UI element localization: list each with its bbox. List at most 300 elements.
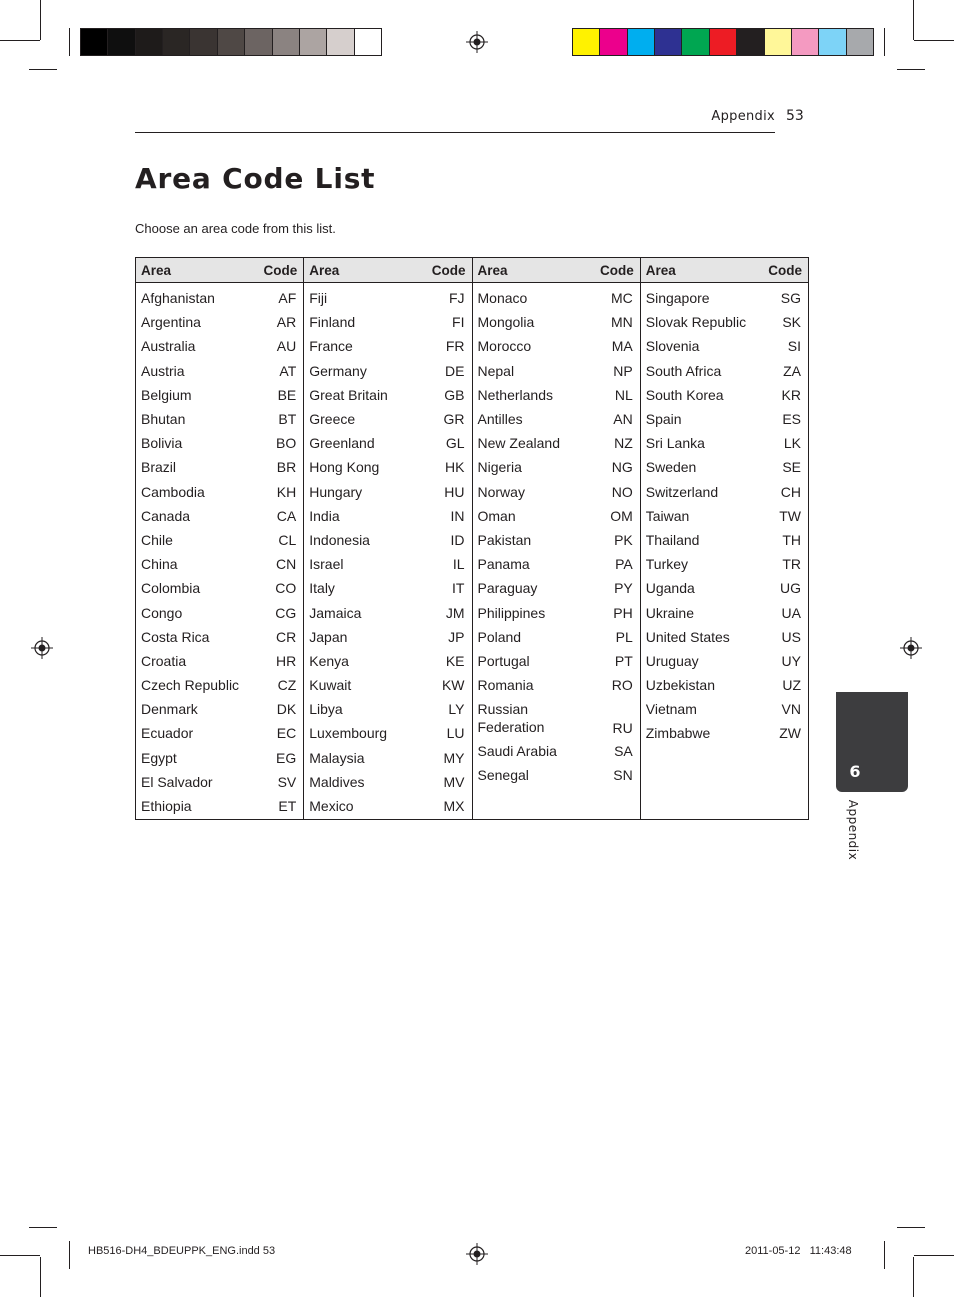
area-name: Kenya: [309, 652, 349, 669]
area-code: MV: [443, 773, 465, 790]
crop-mark: [40, 0, 41, 40]
area-code: JM: [445, 604, 465, 621]
table-row: [136, 407, 303, 431]
area-code: MC: [610, 290, 633, 307]
table-header: [136, 258, 303, 283]
table-column: [136, 258, 304, 819]
area-code: MX: [443, 798, 465, 815]
table-row: [304, 600, 471, 624]
color-swatch: [245, 29, 272, 55]
table-column: [473, 258, 641, 819]
area-name: Nepal: [477, 362, 515, 379]
area-code: RU: [612, 720, 633, 737]
area-code: LK: [783, 435, 801, 452]
area-name: Morocco: [477, 338, 532, 355]
area-code: CA: [276, 507, 297, 524]
area-name: Bolivia: [141, 435, 183, 452]
area-name: Greece: [309, 411, 356, 428]
crop-mark: [914, 40, 954, 41]
area-code: PK: [614, 531, 633, 548]
area-name: Spain: [645, 411, 682, 428]
table-row: [641, 576, 808, 600]
crop-mark: [884, 28, 885, 56]
area-name: Australia: [141, 338, 196, 355]
area-code: KE: [445, 652, 465, 669]
table-row: [473, 407, 640, 431]
color-swatch: [108, 29, 135, 55]
area-name: Poland: [477, 628, 522, 645]
table-row: [304, 310, 471, 334]
area-code: AN: [613, 411, 633, 428]
area-name: Denmark: [141, 701, 198, 718]
area-name: Thailand: [645, 531, 700, 548]
table-row: [473, 600, 640, 624]
table-row: [136, 625, 303, 649]
area-name: United States: [645, 628, 730, 645]
table-row: [304, 770, 471, 794]
registration-mark-icon: [900, 637, 922, 659]
chapter-label: Appendix: [846, 799, 860, 861]
color-swatch: [765, 29, 792, 55]
area-name: Jamaica: [309, 604, 362, 621]
area-code: KR: [781, 386, 801, 403]
area-name: Luxembourg: [309, 725, 388, 742]
area-name: Hong Kong: [309, 459, 380, 476]
color-swatch: [81, 29, 108, 55]
crop-mark: [884, 1241, 885, 1269]
area-name: Netherlands: [477, 386, 553, 403]
table-header: [304, 258, 471, 283]
area-name: Switzerland: [645, 483, 719, 500]
area-name: Israel: [309, 556, 344, 573]
table-row: [136, 746, 303, 770]
table-row: [136, 697, 303, 721]
color-swatch: [218, 29, 245, 55]
area-code: PT: [614, 652, 633, 669]
area-name: Kuwait: [309, 677, 352, 694]
file-slug: HB516-DH4_BDEUPPK_ENG.indd 53: [88, 1245, 276, 1257]
color-swatch: [273, 29, 300, 55]
area-code: FJ: [448, 290, 465, 307]
area-code: VN: [781, 701, 801, 718]
table-column: [641, 258, 808, 819]
area-code: TH: [782, 531, 801, 548]
area-name: Uzbekistan: [645, 677, 716, 694]
table-row: [473, 359, 640, 383]
area-code: ES: [782, 411, 801, 428]
area-code: ID: [450, 531, 465, 548]
code-column-header: Code: [600, 262, 634, 278]
area-code: GR: [443, 411, 465, 428]
crop-mark: [0, 1255, 40, 1256]
area-column-header: Area: [477, 262, 508, 278]
area-name: Pakistan: [477, 531, 532, 548]
table-row: [641, 359, 808, 383]
header-rule: [135, 132, 775, 133]
table-row: [304, 528, 471, 552]
area-column-header: Area: [141, 262, 172, 278]
table-row: [473, 552, 640, 576]
table-row: [473, 383, 640, 407]
area-name: Slovak Republic: [645, 314, 747, 331]
area-code: SV: [277, 773, 297, 790]
code-column-header: Code: [263, 262, 298, 278]
crop-mark: [913, 1257, 914, 1297]
area-name: Sweden: [645, 459, 697, 476]
color-swatch: [847, 29, 873, 55]
area-code: MA: [611, 338, 633, 355]
chapter-number: 6: [849, 762, 861, 781]
area-code: SI: [787, 338, 801, 355]
table-row: [641, 697, 808, 721]
area-name: Ethiopia: [141, 798, 192, 815]
timestamp-slug: 2011-05-12 11:43:48: [745, 1245, 852, 1257]
area-code: PY: [614, 580, 633, 597]
area-name: Oman: [477, 507, 516, 524]
color-swatch: [737, 29, 764, 55]
table-row: [473, 480, 640, 504]
table-row: [641, 673, 808, 697]
area-code: BT: [278, 411, 297, 428]
area-code: AT: [279, 362, 297, 379]
registration-mark-icon: [466, 1243, 488, 1265]
table-row: [641, 383, 808, 407]
area-name: China: [141, 556, 178, 573]
table-row: [304, 625, 471, 649]
crop-mark: [29, 69, 57, 70]
table-row: [136, 480, 303, 504]
registration-mark-icon: [31, 637, 53, 659]
area-name: Cambodia: [141, 483, 205, 500]
process-color-bar: [572, 28, 874, 56]
area-code: CG: [275, 604, 297, 621]
area-name: Colombia: [141, 580, 201, 597]
table-row: [641, 625, 808, 649]
area-name: Portugal: [477, 652, 530, 669]
area-code: ZW: [779, 725, 801, 742]
area-name: Ukraine: [645, 604, 694, 621]
table-row: [136, 455, 303, 479]
table-row: [641, 552, 808, 576]
table-row: [304, 649, 471, 673]
area-name: Czech Republic: [141, 677, 240, 694]
area-code: NZ: [614, 435, 633, 452]
table-row: [304, 504, 471, 528]
area-code: CH: [780, 483, 801, 500]
area-code: ET: [278, 798, 297, 815]
table-row: [473, 334, 640, 358]
table-header: [473, 258, 640, 283]
area-name: Belgium: [141, 386, 192, 403]
area-code: AU: [276, 338, 297, 355]
area-code: DE: [445, 362, 465, 379]
table-row: [473, 697, 640, 739]
area-name: Vietnam: [645, 701, 697, 718]
area-name: Hungary: [309, 483, 363, 500]
table-row: [136, 359, 303, 383]
page-number: 53: [786, 108, 804, 124]
area-code: KH: [276, 483, 297, 500]
table-row: [304, 552, 471, 576]
table-row: [136, 334, 303, 358]
registration-mark-icon: [466, 31, 488, 53]
color-swatch: [710, 29, 737, 55]
area-code: FI: [452, 314, 465, 331]
area-code: CR: [276, 628, 297, 645]
color-swatch: [136, 29, 163, 55]
area-name: Italy: [309, 580, 335, 597]
crop-mark: [29, 1227, 57, 1228]
color-swatch: [655, 29, 682, 55]
area-code: SE: [782, 459, 801, 476]
color-swatch: [300, 29, 327, 55]
area-name: Romania: [477, 677, 534, 694]
area-name: Monaco: [477, 290, 528, 307]
color-swatch: [819, 29, 846, 55]
table-row: [136, 600, 303, 624]
area-name: Uganda: [645, 580, 695, 597]
area-code: TR: [782, 556, 801, 573]
area-name: Fiji: [309, 290, 328, 307]
table-row: [304, 697, 471, 721]
table-row: [641, 334, 808, 358]
table-row: [304, 359, 471, 383]
area-code: ZA: [783, 362, 801, 379]
crop-mark: [69, 1241, 70, 1269]
area-code: US: [781, 628, 801, 645]
crop-mark: [897, 1227, 925, 1228]
table-row: [641, 286, 808, 310]
table-row: [641, 721, 808, 745]
area-name: Philippines: [477, 604, 546, 621]
area-code: MN: [610, 314, 633, 331]
area-name: Nigeria: [477, 459, 522, 476]
area-name: Libya: [309, 701, 343, 718]
area-code: LU: [446, 725, 465, 742]
area-code: AF: [278, 290, 297, 307]
area-name: Maldives: [309, 773, 365, 790]
area-code: HK: [445, 459, 465, 476]
area-name: Afghanistan: [141, 290, 215, 307]
area-name: India: [309, 507, 340, 524]
table-row: [136, 504, 303, 528]
table-row: [641, 431, 808, 455]
color-swatch: [573, 29, 600, 55]
area-name: Turkey: [645, 556, 689, 573]
area-code: IT: [452, 580, 465, 597]
area-code: UG: [780, 580, 801, 597]
table-row: [136, 721, 303, 745]
table-row: [136, 673, 303, 697]
table-row: [304, 721, 471, 745]
area-name: Ecuador: [141, 725, 194, 742]
area-name: Uruguay: [645, 652, 699, 669]
table-row: [473, 576, 640, 600]
crop-mark: [0, 40, 40, 41]
table-row: [304, 794, 471, 818]
area-code: EG: [276, 749, 297, 766]
area-code: NG: [611, 459, 633, 476]
color-swatch: [355, 29, 381, 55]
area-name: Panama: [477, 556, 530, 573]
area-column-header: Area: [645, 262, 676, 278]
table-row: [473, 310, 640, 334]
table-header: [641, 258, 808, 283]
table-column: [304, 258, 472, 819]
area-name: South Africa: [645, 362, 722, 379]
area-code: UA: [781, 604, 801, 621]
grayscale-color-bar: [80, 28, 382, 56]
table-row: [304, 480, 471, 504]
area-name: Costa Rica: [141, 628, 210, 645]
area-name: Argentina: [141, 314, 201, 331]
area-name: Zimbabwe: [645, 725, 711, 742]
table-row: [136, 310, 303, 334]
area-name: France: [309, 338, 353, 355]
area-code-table: [135, 257, 809, 820]
area-code: CN: [276, 556, 297, 573]
area-name: Antilles: [477, 411, 523, 428]
area-name: Bhutan: [141, 411, 186, 428]
area-code: NL: [614, 386, 633, 403]
area-name: Congo: [141, 604, 183, 621]
table-row: [473, 455, 640, 479]
table-row: [641, 407, 808, 431]
table-row: [473, 739, 640, 763]
area-code: BR: [276, 459, 297, 476]
table-row: [473, 431, 640, 455]
area-name: Chile: [141, 531, 173, 548]
crop-mark: [913, 0, 914, 40]
area-code: BO: [276, 435, 297, 452]
area-name: Mongolia: [477, 314, 535, 331]
area-name: El Salvador: [141, 773, 213, 790]
area-code: PA: [615, 556, 633, 573]
area-code: BE: [277, 386, 297, 403]
area-code: SN: [613, 767, 633, 784]
area-code: SA: [614, 743, 633, 760]
area-name: Russian Federation: [477, 701, 545, 736]
table-row: [641, 480, 808, 504]
running-head: Appendix: [711, 109, 775, 124]
table-row: [641, 649, 808, 673]
area-code: UZ: [782, 677, 801, 694]
area-code: NO: [611, 483, 633, 500]
area-name: Singapore: [645, 290, 710, 307]
area-name: Brazil: [141, 459, 177, 476]
area-code: JP: [448, 628, 465, 645]
area-code: SG: [780, 290, 801, 307]
area-name: Greenland: [309, 435, 375, 452]
table-row: [473, 673, 640, 697]
area-code: RO: [611, 677, 633, 694]
table-row: [473, 763, 640, 787]
area-name: Great Britain: [309, 386, 388, 403]
table-row: [136, 552, 303, 576]
color-swatch: [163, 29, 190, 55]
table-row: [136, 649, 303, 673]
color-swatch: [190, 29, 217, 55]
area-code: UY: [781, 652, 801, 669]
area-code: EC: [276, 725, 297, 742]
table-row: [136, 770, 303, 794]
table-row: [473, 504, 640, 528]
area-name: Indonesia: [309, 531, 370, 548]
area-name: Taiwan: [645, 507, 690, 524]
area-code: GL: [445, 435, 465, 452]
color-swatch: [600, 29, 627, 55]
area-name: Germany: [309, 362, 367, 379]
code-column-header: Code: [431, 262, 466, 278]
table-row: [473, 528, 640, 552]
crop-mark: [40, 1257, 41, 1297]
crop-mark: [914, 1255, 954, 1256]
area-name: Austria: [141, 362, 185, 379]
area-name: South Korea: [645, 386, 724, 403]
area-code: OM: [610, 507, 633, 524]
area-code: DK: [276, 701, 297, 718]
area-name: Mexico: [309, 798, 354, 815]
page-title: Area Code List: [135, 162, 376, 195]
table-row: [473, 625, 640, 649]
table-row: [136, 286, 303, 310]
crop-mark: [897, 69, 925, 70]
area-name: Senegal: [477, 767, 529, 784]
area-code: MY: [443, 749, 465, 766]
table-row: [641, 600, 808, 624]
table-row: [473, 649, 640, 673]
table-row: [136, 431, 303, 455]
area-code: HR: [276, 652, 297, 669]
area-code: HU: [444, 483, 465, 500]
area-code: TW: [779, 507, 801, 524]
table-row: [304, 334, 471, 358]
area-name: Egypt: [141, 749, 177, 766]
code-column-header: Code: [768, 262, 802, 278]
table-row: [304, 407, 471, 431]
area-name: New Zealand: [477, 435, 560, 452]
table-row: [304, 286, 471, 310]
table-row: [641, 528, 808, 552]
area-name: Saudi Arabia: [477, 743, 557, 760]
color-swatch: [628, 29, 655, 55]
table-row: [304, 576, 471, 600]
table-row: [136, 794, 303, 818]
area-name: Malaysia: [309, 749, 365, 766]
table-row: [304, 746, 471, 770]
area-code: LY: [448, 701, 465, 718]
crop-mark: [69, 28, 70, 56]
area-code: GB: [444, 386, 465, 403]
table-row: [304, 673, 471, 697]
color-swatch: [327, 29, 354, 55]
area-code: FR: [445, 338, 465, 355]
table-row: [136, 576, 303, 600]
area-code: CL: [278, 531, 297, 548]
area-name: Sri Lanka: [645, 435, 705, 452]
area-code: PL: [615, 628, 633, 645]
table-row: [641, 504, 808, 528]
area-code: AR: [276, 314, 297, 331]
table-row: [304, 431, 471, 455]
area-name: Slovenia: [645, 338, 700, 355]
color-swatch: [682, 29, 709, 55]
area-code: IL: [452, 556, 465, 573]
area-code: KW: [441, 677, 465, 694]
table-row: [473, 286, 640, 310]
area-code: CZ: [277, 677, 297, 694]
area-column-header: Area: [309, 262, 340, 278]
